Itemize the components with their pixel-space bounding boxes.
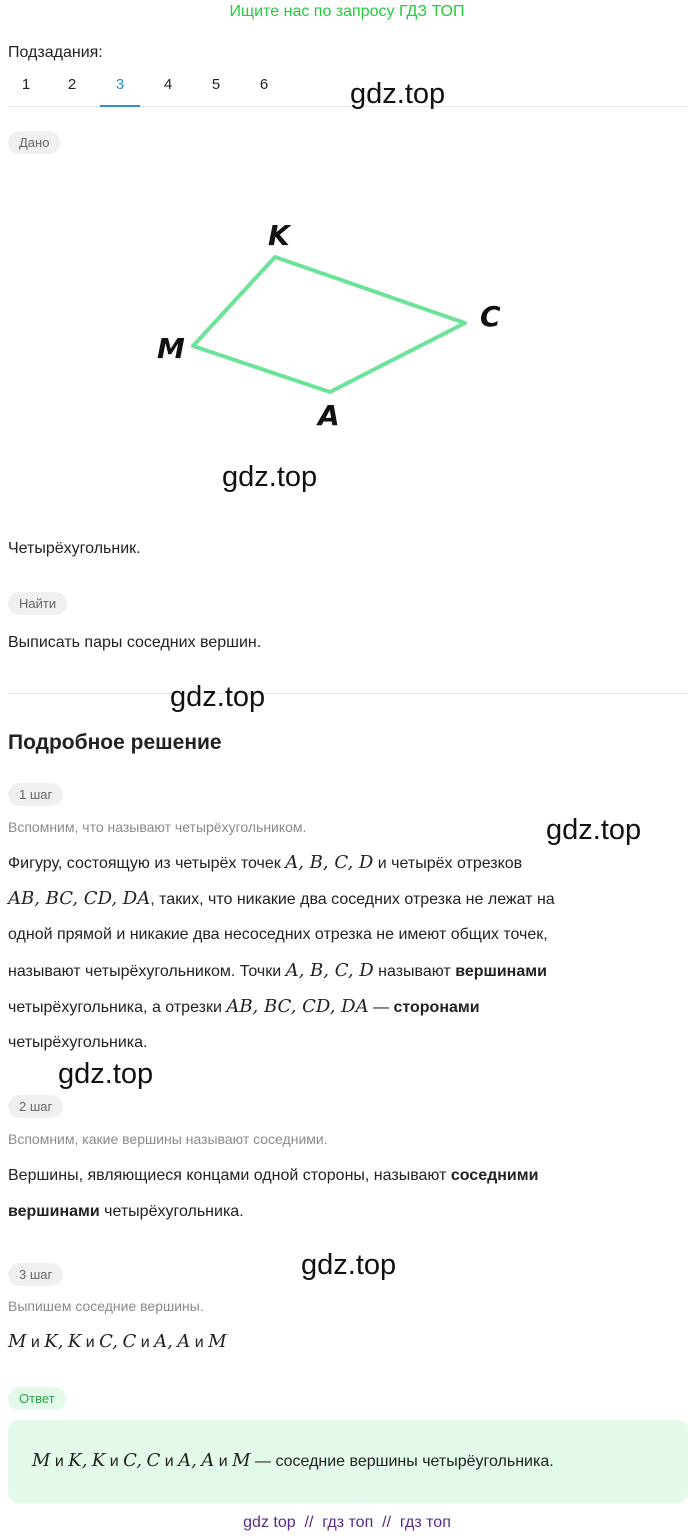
- vertex-label-a: A: [318, 399, 340, 432]
- watermark: gdz.top: [170, 681, 266, 713]
- tab-3[interactable]: 3: [100, 76, 140, 107]
- term-vertices: вершинами: [8, 1203, 100, 1220]
- pair-vertex: A: [201, 1450, 215, 1471]
- step1-text: —: [368, 999, 394, 1016]
- step3-pill-label: 3 шаг: [8, 1263, 63, 1286]
- pair-vertex: A: [177, 1331, 191, 1352]
- pair-vertex: M: [8, 1331, 27, 1352]
- pair-vertex: A,: [178, 1450, 197, 1471]
- step1-pill: [8, 783, 63, 806]
- find-pill: [8, 592, 67, 615]
- step3-hint: Выпишем соседние вершины.: [8, 1298, 204, 1314]
- step3-pill: [8, 1263, 63, 1286]
- step3-pairs: [8, 1324, 227, 1361]
- pair-vertex: M: [208, 1331, 227, 1352]
- step1-text: называют: [373, 963, 456, 980]
- tab-5[interactable]: 5: [211, 76, 221, 93]
- watermark: gdz.top: [58, 1058, 154, 1090]
- step1-text: , таких, что никакие два соседних отрезка не лежат на: [150, 891, 555, 908]
- pair-vertex: K,: [68, 1450, 88, 1471]
- find-pill-label: Найти: [8, 592, 67, 615]
- step1-math-points: A, B, C, D: [285, 852, 374, 873]
- footer-links[interactable]: gdz top // гдз топ // гдз топ: [243, 1514, 451, 1531]
- tab-6[interactable]: 6: [259, 76, 269, 93]
- watermark: gdz.top: [222, 461, 318, 493]
- tab-2[interactable]: 2: [67, 76, 77, 93]
- tab-1[interactable]: 1: [21, 76, 31, 93]
- quadrilateral-outline: [193, 257, 465, 392]
- step2-hint: Вспомним, какие вершины называют соседними.: [8, 1131, 328, 1147]
- pair-conj: и: [50, 1453, 69, 1470]
- step1-text: четырёхугольника, а отрезки: [8, 999, 227, 1016]
- answer-pill: [8, 1387, 66, 1410]
- given-text: Четырёхугольник.: [8, 540, 141, 557]
- term-adjacent: соседними: [450, 1167, 539, 1184]
- answer-box: [8, 1420, 688, 1503]
- pair-vertex: C: [146, 1450, 161, 1471]
- step1-text: Фигуру, состоящую из четырёх точек: [8, 855, 286, 872]
- step2-line2: [8, 1194, 244, 1230]
- pair-conj: и: [105, 1453, 124, 1470]
- pair-vertex: M: [232, 1450, 251, 1471]
- term-sides: сторонами: [393, 999, 480, 1016]
- pair-conj: и: [26, 1334, 45, 1351]
- step1-line2: [8, 881, 555, 918]
- pair-vertex: C,: [99, 1331, 119, 1352]
- pair-vertex: C,: [123, 1450, 143, 1471]
- step2-text: четырёхугольника.: [99, 1203, 244, 1220]
- vertex-label-k: K: [268, 219, 290, 252]
- vertex-label-c: C: [480, 300, 501, 333]
- answer-pill-label: Ответ: [8, 1387, 66, 1410]
- watermark: gdz.top: [350, 78, 446, 110]
- solution-heading: Подробное решение: [8, 731, 222, 754]
- pair-vertex: K: [67, 1331, 82, 1352]
- answer-text: [32, 1450, 554, 1471]
- answer-tail: — соседние вершины четырёугольника.: [250, 1453, 554, 1470]
- pair-vertex: K: [91, 1450, 106, 1471]
- pair-vertex: C: [122, 1331, 137, 1352]
- tab-4[interactable]: 4: [163, 76, 173, 93]
- step1-line3: одной прямой и никакие два несоседних отрезка не имеют общих точек,: [8, 926, 548, 943]
- step2-pill: [8, 1095, 63, 1118]
- pair-vertex: M: [32, 1450, 51, 1471]
- subtask-tabs: [8, 70, 688, 107]
- divider: [8, 693, 688, 694]
- step2-pill-label: 2 шаг: [8, 1095, 63, 1118]
- pair-conj: и: [190, 1334, 209, 1351]
- vertex-label-m: M: [157, 332, 185, 365]
- step2-text: Вершины, являющиеся концами одной стороны, называют: [8, 1167, 451, 1184]
- step1-math-segments: AB, BC, CD, DA: [8, 888, 151, 909]
- given-pill: [8, 131, 60, 154]
- pair-vertex: K,: [44, 1331, 64, 1352]
- find-text: Выписать пары соседних вершин.: [8, 634, 262, 651]
- watermark: gdz.top: [546, 814, 642, 846]
- subtasks-label: Подзадания:: [8, 44, 103, 61]
- step1-line5: [8, 989, 480, 1026]
- pair-conj: и: [136, 1334, 155, 1351]
- step1-math-segments: AB, BC, CD, DA: [226, 996, 369, 1017]
- watermark: gdz.top: [301, 1249, 397, 1281]
- step1-pill-label: 1 шаг: [8, 783, 63, 806]
- pair-conj: и: [81, 1334, 100, 1351]
- top-banner: Ищите нас по запросу ГДЗ ТОП: [229, 3, 465, 20]
- step1-text: называют четырёхугольником. Точки: [8, 963, 286, 980]
- step2-line1: [8, 1158, 538, 1194]
- step1-hint: Вспомним, что называют четырёхугольником.: [8, 819, 307, 835]
- step1-line6: четырёхугольника.: [8, 1034, 148, 1051]
- pair-conj: и: [214, 1453, 233, 1470]
- quadrilateral-figure: [0, 200, 694, 440]
- step1-math-points: A, B, C, D: [285, 960, 374, 981]
- step1-line4: [8, 953, 547, 990]
- pair-vertex: A,: [154, 1331, 173, 1352]
- pair-conj: и: [160, 1453, 179, 1470]
- term-vertices: вершинами: [455, 963, 547, 980]
- step1-text: и четырёх отрезков: [373, 855, 523, 872]
- step1-line1: [8, 845, 522, 882]
- given-pill-label: Дано: [8, 131, 60, 154]
